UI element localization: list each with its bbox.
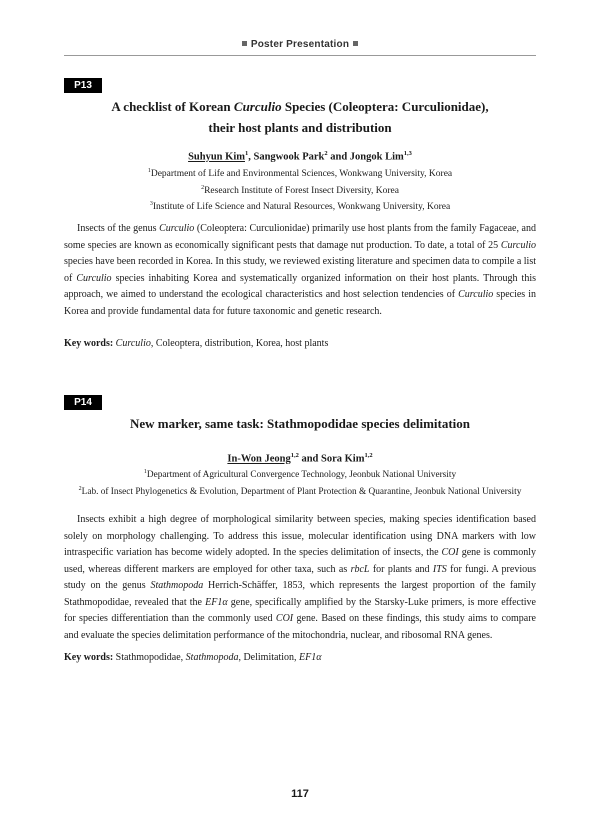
affil-sup: 1	[143, 469, 147, 475]
keyword-italic: Curculio	[115, 338, 151, 349]
author-sup: 2	[324, 150, 328, 157]
p13-title-part: Species (Coleoptera: Curculionidae),	[281, 99, 489, 114]
header-rule	[64, 55, 536, 56]
p14-author: and Sora Kim	[298, 453, 365, 465]
square-bullet-icon	[242, 41, 247, 46]
affil-sup: 1	[147, 168, 151, 174]
p14-affiliations	[58, 466, 542, 499]
p14-keywords	[64, 651, 536, 665]
p13-affiliations	[64, 165, 536, 215]
affil-sup: 3	[149, 201, 153, 208]
keywords-label: Key words:	[64, 338, 114, 349]
p13-presenting-author: Suhyun Kim	[188, 151, 245, 163]
abstract-italic: ITS	[432, 563, 447, 575]
abstract-italic: COI	[275, 613, 294, 624]
square-bullet-icon	[353, 41, 358, 46]
p13-author: , Sangwook Park	[248, 151, 325, 163]
abstract-italic: Curculio	[159, 223, 195, 234]
abstract-text: Insects of the genus	[77, 223, 160, 234]
p13-authors	[64, 150, 536, 163]
abstract-text: Insects exhibit a high degree of morphological similarity between species, making species identification based solely on morphology challenging. To address this issue, molecular identification using DNA markers with low intraspecific variation has become widely adopted. In the species delimitation of insects, the	[64, 514, 536, 558]
affil-text: Department of Agricultural Convergence Technology, Jeonbuk National University	[146, 470, 457, 481]
author-sup: 1,2	[364, 452, 373, 459]
abstract-italic: Curculio	[76, 272, 112, 284]
p14-abstract	[64, 512, 536, 644]
author-sup: 1	[244, 150, 249, 157]
abstract-italic: rbcL	[350, 563, 370, 575]
p13-title-part: A checklist of Korean	[111, 99, 234, 114]
affil-text: Department of Life and Environmental Sciences, Wonkwang University, Korea	[150, 169, 453, 180]
keywords-label: Key words:	[64, 652, 114, 663]
abstract-italic: Curculio	[500, 239, 536, 251]
affil-sup: 2	[201, 184, 205, 191]
abstract-text: gene. Based on these findings, this study aims to compare and evaluate the species delimitation performance of the mitochondria, nuclear, and ribosomal RNA genes.	[64, 613, 536, 641]
affil-text: Research Institute of Forest Insect Diversity, Korea	[204, 185, 399, 196]
p13-affiliation-3	[64, 198, 536, 215]
p14-authors	[64, 452, 536, 465]
p14-title: New marker, same task: Stathmopodidae species delimitation	[129, 416, 471, 431]
abstract-text: (Coleoptera: Curculionidae) primarily use host plants from the family Fagaceae, and some species are known as economically significant pests that damage nut production. To date, a total of 25	[64, 223, 536, 251]
poster-tag-p14: P14	[64, 395, 102, 410]
page-number: 117	[291, 788, 309, 800]
keyword-italic: EF1α	[299, 652, 322, 663]
affil-text: Lab. of Insect Phylogenetics & Evolution, Department of Plant Protection & Quarantine, Jeonbuk National University	[81, 486, 522, 497]
abstract-text: for plants and	[369, 563, 433, 575]
p14-affiliation-2	[58, 483, 542, 500]
keyword-text: , Delimitation,	[238, 652, 299, 663]
p13-abstract	[64, 221, 536, 320]
p13-keywords	[64, 337, 536, 351]
keyword-text: , Coleoptera, distribution, Korea, host plants	[150, 338, 329, 349]
keyword-text: Stathmopodidae,	[113, 652, 186, 663]
keyword-italic: Stathmopoda	[185, 652, 239, 663]
p13-affiliation-2	[64, 182, 536, 199]
abstract-text: gene, specifically amplified by the Starsky-Luke primers, is more effective for species differentiation than the commonly used	[64, 596, 536, 624]
author-sup: 1,2	[290, 452, 299, 459]
author-sup: 1,3	[403, 150, 412, 157]
abstract-italic: Stathmopoda	[150, 580, 204, 591]
p13-affiliation-1	[64, 165, 536, 182]
abstract-text: species have been recorded in Korea. In this study, we reviewed existing literature and specimen data to compile a list of	[64, 256, 536, 284]
poster-tag-p13: P13	[64, 78, 102, 93]
abstract-italic: COI	[441, 547, 459, 558]
p13-title-genus: Curculio	[233, 99, 282, 114]
abstract-text: species in Korea and provide fundamental data for future taxonomic and genetic research.	[64, 289, 536, 317]
header-label: Poster Presentation	[250, 39, 350, 50]
running-header	[0, 39, 600, 50]
p14-affiliation-1	[58, 466, 542, 483]
abstract-text: species inhabiting Korea and systematically organized information on their host plants. Through this approach, we aimed to understand the ecological characteristics and host selection tendencies of	[64, 272, 537, 300]
abstract-italic: Curculio	[458, 289, 494, 300]
abstract-text: gene is commonly used, whereas different markers are employed for other taxa, such as	[64, 547, 536, 575]
affil-sup: 2	[78, 485, 82, 492]
p14-presenting-author: In-Won Jeong	[227, 453, 291, 465]
affil-text: Institute of Life Science and Natural Resources, Wonkwang University, Korea	[152, 202, 451, 213]
abstract-text: Herrich-Schäffer, 1853, which represents the largest proportion of the family Stathmopodidae, revealed that the	[64, 580, 537, 608]
p13-title	[64, 96, 536, 138]
abstract-text: for fungi. A previous study on the genus	[64, 563, 536, 591]
p13-author: and Jongok Lim	[327, 151, 404, 163]
p13-title-line2: their host plants and distribution	[208, 120, 392, 135]
abstract-italic: EF1α	[205, 596, 228, 608]
